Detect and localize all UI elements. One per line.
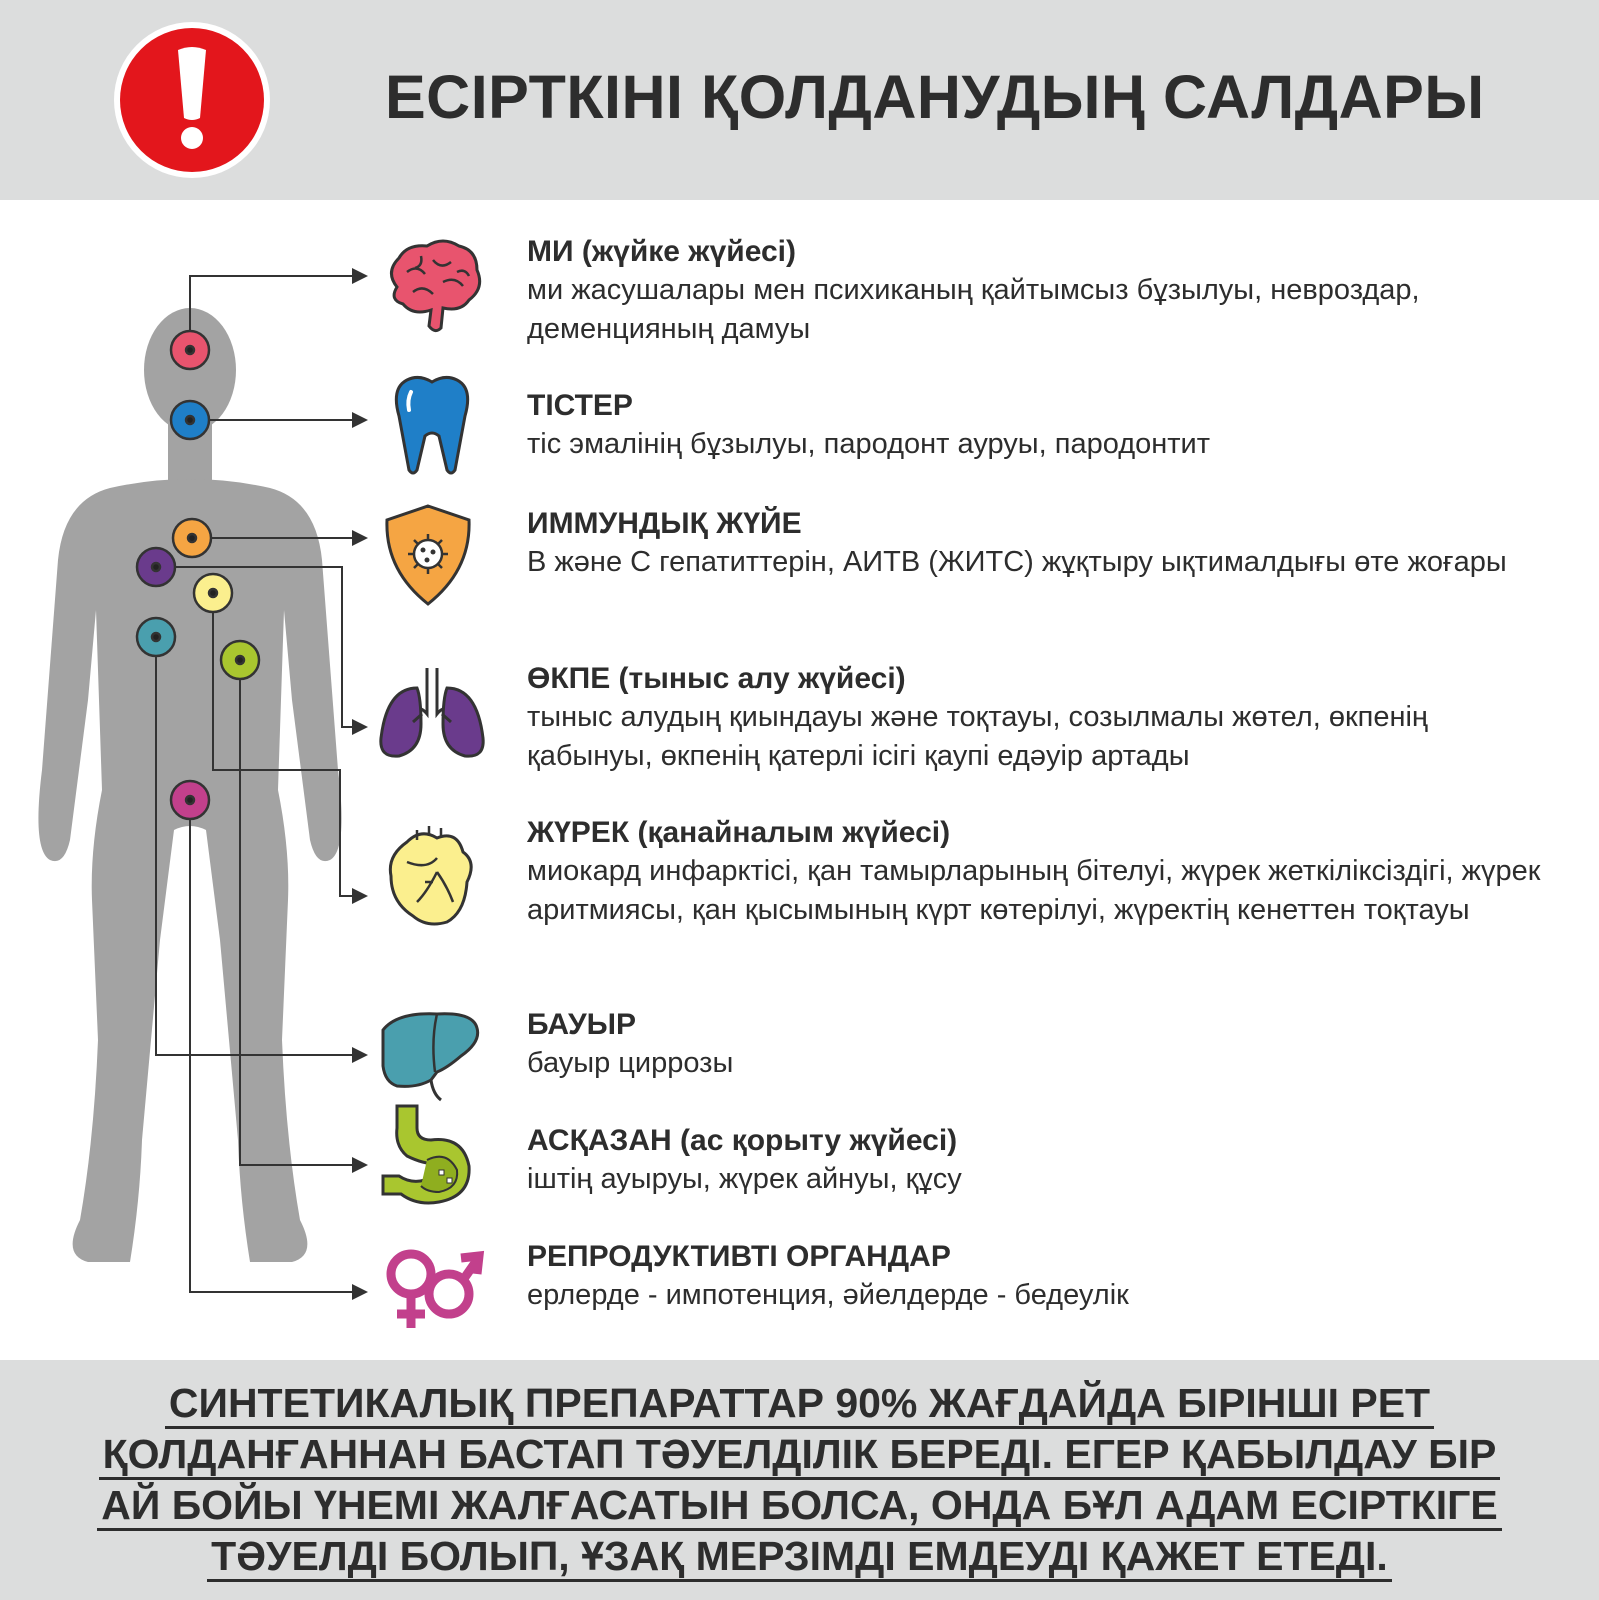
organ-teeth — [527, 387, 1587, 464]
footer-line-3: АЙ БОЙЫ ҮНЕМІ ЖАЛҒАСАТЫН БОЛСА, ОНДА БҰЛ АДАМ ЕСІРТКІГЕ — [97, 1482, 1502, 1531]
connector-arrows — [352, 268, 368, 1300]
organ-immune-desc: В және С гепатиттерін, АИТВ (ЖИТС) жұқтыру ықтималдығы өте жоғары — [527, 546, 1507, 578]
marker-lungs — [137, 548, 175, 586]
lungs-icon — [377, 658, 487, 768]
organ-teeth-desc: тіс эмалінің бұзылуы, пародонт ауруы, пародонтит — [527, 428, 1211, 460]
exclamation-icon — [112, 20, 272, 180]
organ-immune-title: ИММУНДЫҚ ЖҮЙЕ — [527, 507, 802, 540]
organ-lungs-desc: тыныс алудың қиындауы және тоқтауы, созылмалы жөтел, өкпенің қабынуы, өкпенің қатерлі ісігі қаупі едәуір артады — [527, 701, 1428, 772]
marker-heart — [194, 574, 232, 612]
organ-reproductive-title: РЕПРОДУКТИВТІ ОРГАНДАР — [527, 1240, 951, 1273]
marker-teeth — [171, 401, 209, 439]
page-title: ЕСІРТКІНІ ҚОЛДАНУДЫҢ САЛДАРЫ — [385, 63, 1485, 131]
organ-brain-desc: ми жасушалары мен психиканың қайтымсыз бұзылуы, невроздар, деменцияның дамуы — [527, 274, 1420, 345]
shield-virus-icon — [373, 500, 483, 610]
organ-lungs-title: ӨКПЕ (тыныс алу жүйесі) — [527, 662, 906, 695]
organ-stomach — [527, 1122, 1587, 1199]
liver-icon — [377, 1000, 487, 1110]
footer-warning-text — [40, 1378, 1559, 1582]
marker-immune — [173, 519, 211, 557]
organ-liver-desc: бауыр циррозы — [527, 1047, 734, 1079]
organ-heart-title: ЖҮРЕК (қанайналым жүйесі) — [527, 816, 951, 849]
footer-line-1: СИНТЕТИКАЛЫҚ ПРЕПАРАТТАР 90% ЖАҒДАЙДА БІРІНШІ РЕТ — [165, 1380, 1434, 1429]
marker-reproductive — [171, 781, 209, 819]
organ-reproductive — [527, 1238, 1587, 1315]
organ-liver — [527, 1006, 1587, 1083]
header-band — [0, 0, 1599, 200]
organ-brain-title: МИ (жүйке жүйесі) — [527, 235, 797, 268]
organ-brain — [527, 233, 1587, 348]
organ-heart — [527, 814, 1587, 929]
footer-line-2: ҚОЛДАНҒАННАН БАСТАП ТӘУЕЛДІЛІК БЕРЕДІ. ЕГЕР ҚАБЫЛДАУ БІР — [99, 1431, 1501, 1480]
organ-heart-desc: миокард инфарктісі, қан тамырларының бітелуі, жүрек жеткіліксіздігі, жүрек аритмиясы, қан қысымының күрт көтерілуі, жүректің кенеттен тоқтауы — [527, 855, 1541, 926]
gender-symbols-icon — [377, 1232, 487, 1342]
organ-reproductive-desc: ерлерде - импотенция, әйелдерде - бедеулік — [527, 1279, 1129, 1311]
footer-line-4: ТӘУЕЛДІ БОЛЫП, ҰЗАҚ МЕРЗІМДІ ЕМДЕУДІ ҚАЖЕТ ЕТЕДІ. — [207, 1533, 1392, 1582]
tooth-icon — [377, 370, 487, 480]
brain-icon — [377, 232, 487, 342]
organ-teeth-title: ТІСТЕР — [527, 389, 633, 422]
organ-liver-title: БАУЫР — [527, 1008, 636, 1041]
organ-immune — [527, 505, 1587, 582]
marker-stomach — [221, 641, 259, 679]
stomach-icon — [377, 1100, 487, 1210]
organ-stomach-title: АСҚАЗАН (ас қорыту жүйесі) — [527, 1124, 958, 1157]
organ-stomach-desc: іштің ауыруы, жүрек айнуы, құсу — [527, 1163, 962, 1195]
marker-liver — [137, 618, 175, 656]
marker-brain — [171, 331, 209, 369]
organ-lungs — [527, 660, 1587, 775]
heart-icon — [377, 822, 487, 932]
footer-band — [0, 1360, 1599, 1600]
